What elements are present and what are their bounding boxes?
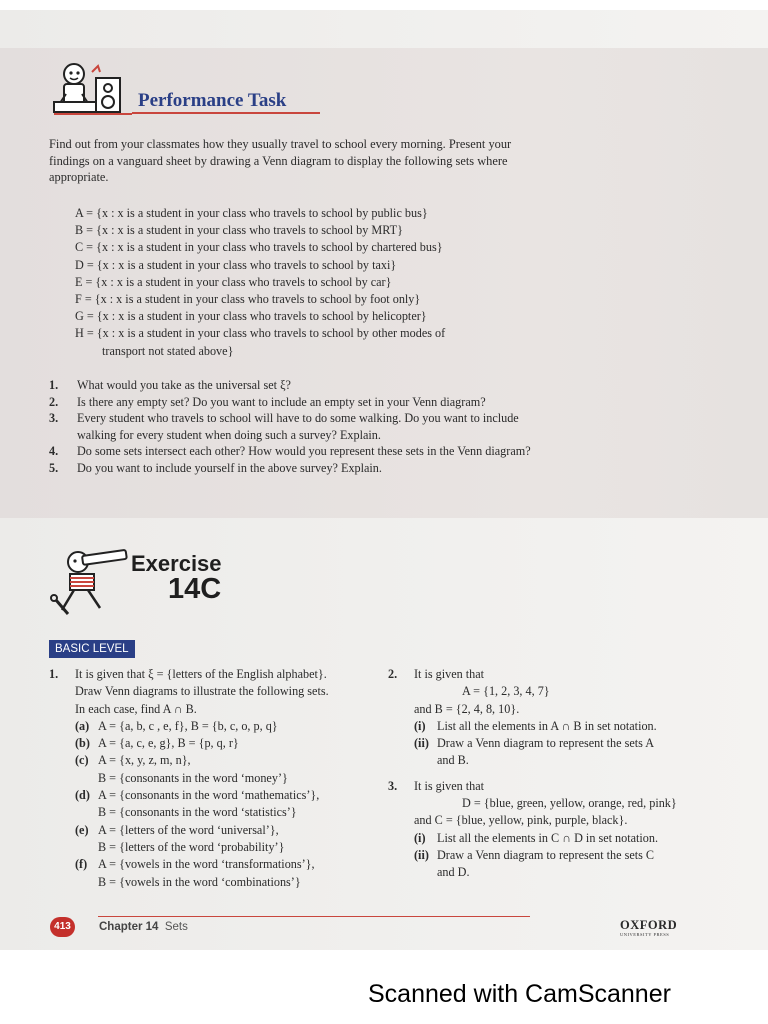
question-text: Do you want to include yourself in the above survey? Explain. [77,460,382,475]
set-c: C = {x : x is a student in your class who travels to school by chartered bus} [75,240,443,255]
set-f: F = {x : x is a student in your class who travels to school by foot only} [75,292,421,307]
set-g: G = {x : x is a student in your class who travels to school by helicopter} [75,309,427,324]
question-item [49,377,539,394]
question-text: Is there any empty set? Do you want to include an empty set in your Venn diagram? [77,394,486,409]
mascot-speaker-icon [52,62,134,122]
set-h-continuation: transport not stated above} [102,343,234,358]
part-label: (e) [75,822,89,837]
part-line: A = {a, c, e, g}, B = {p, q, r} [98,736,239,751]
part-e [75,822,379,857]
question-number: 1. [49,667,59,681]
question-number: 3. [388,778,398,793]
part-i [414,830,716,847]
part-ii [414,735,716,770]
chapter-title: Sets [164,921,188,933]
part-line: A = {consonants in the word ‘mathematics’}, [98,788,320,803]
part-label: (c) [75,753,89,768]
part-f [75,856,379,891]
publisher-subtitle: UNIVERSITY PRESS [620,932,670,937]
part-line: A = {letters of the word ‘universal’}, [98,822,279,837]
stem-line: Draw Venn diagrams to illustrate the following sets. [75,684,329,699]
stem-line: and C = {blue, yellow, pink, purple, black}. [414,813,628,828]
part-label: (i) [414,830,426,845]
question-number: 3. [49,411,59,426]
question-1-stem [49,666,379,891]
exercise-label: Exercise [131,551,222,576]
question-number: 2. [49,394,59,409]
questions-2-3 [388,666,716,882]
question-item [49,394,539,411]
set-definitions [75,205,535,360]
question-item [49,443,539,460]
part-i [414,718,716,735]
part-c [75,752,379,787]
chapter-number: Chapter 14 [99,921,159,933]
performance-task-title: Performance Task [138,90,287,111]
part-label: (ii) [414,736,429,751]
part-line: B = {consonants in the word ‘statistics’} [98,805,297,820]
publisher-logo: OXFORD [620,918,678,932]
set-line: D = {blue, green, yellow, orange, red, pink} [462,796,677,811]
question-3 [388,778,716,882]
stem-line: and B = {2, 4, 8, 10}. [414,701,520,716]
part-label: (b) [75,736,90,751]
part-line: A = {vowels in the word ‘transformations’}, [98,857,315,872]
question-number: 2. [388,667,398,681]
footer-divider [98,916,530,917]
part-line: B = {letters of the word ‘probability’} [98,839,285,854]
stem-line: It is given that [414,667,485,681]
performance-task-questions [49,377,539,477]
stem-line: It is given that [414,778,485,793]
question-item [49,410,539,443]
stem-line: It is given that ξ = {letters of the English alphabet}. [75,667,327,681]
set-d: D = {x : x is a student in your class who travels to school by taxi} [75,257,397,272]
part-line: List all the elements in C ∩ D in set notation. [437,830,659,845]
part-line: and D. [437,865,470,880]
part-line: Draw a Venn diagram to represent the sets A [437,736,655,751]
part-label: (ii) [414,847,429,862]
question-item [49,460,539,477]
mascot-telescope-icon [48,548,134,620]
set-a: A = {x : x is a student in your class who travels to school by public bus} [75,206,428,220]
question-number: 1. [49,378,59,392]
part-line: A = {x, y, z, m, n}, [98,753,191,768]
basic-level-badge: BASIC LEVEL [49,640,135,658]
page-number: 413 [50,917,75,937]
question-number: 4. [49,444,59,459]
part-line: and B. [437,753,469,768]
part-b [75,735,379,752]
part-label: (i) [414,718,426,733]
part-label: (d) [75,788,90,803]
performance-task-intro: Find out from your classmates how they usually travel to school every morning. Present your findings on a vanguard sheet by drawing a Venn diagram to display the following sets where appropriate. [49,137,512,184]
stem-line: In each case, find A ∩ B. [75,701,197,716]
question-2 [388,666,716,770]
part-line: List all the elements in A ∩ B in set notation. [437,718,657,733]
set-line: A = {1, 2, 3, 4, 7} [462,684,550,699]
set-h: H = {x : x is a student in your class who travels to school by other modes of [75,326,446,341]
part-line: A = {a, b, c , e, f}, B = {b, c, o, p, q} [98,718,278,733]
part-line: B = {consonants in the word ‘money’} [98,770,288,785]
exercise-number: 14C [168,573,222,605]
question-1 [49,666,379,891]
set-b: B = {x : x is a student in your class who travels to school by MRT} [75,223,403,238]
part-line: B = {vowels in the word ‘combinations’} [98,874,301,889]
camscanner-watermark: Scanned with CamScanner [368,980,671,1008]
question-text: What would you take as the universal set ξ? [77,378,291,392]
question-number: 5. [49,460,59,475]
question-text: Every student who travels to school will have to do some walking. Do you want to include walking for every student when doing such a survey? Explain. [77,411,519,442]
part-a [75,718,379,735]
chapter-label [99,921,188,933]
part-ii [414,847,716,882]
title-underline [132,112,320,114]
question-text: Do some sets intersect each other? How would you represent these sets in the Venn diagram? [77,444,531,459]
part-d [75,787,379,822]
part-label: (a) [75,718,90,733]
part-line: Draw a Venn diagram to represent the sets C [437,847,655,862]
part-label: (f) [75,857,88,872]
set-e: E = {x : x is a student in your class who travels to school by car} [75,274,392,289]
